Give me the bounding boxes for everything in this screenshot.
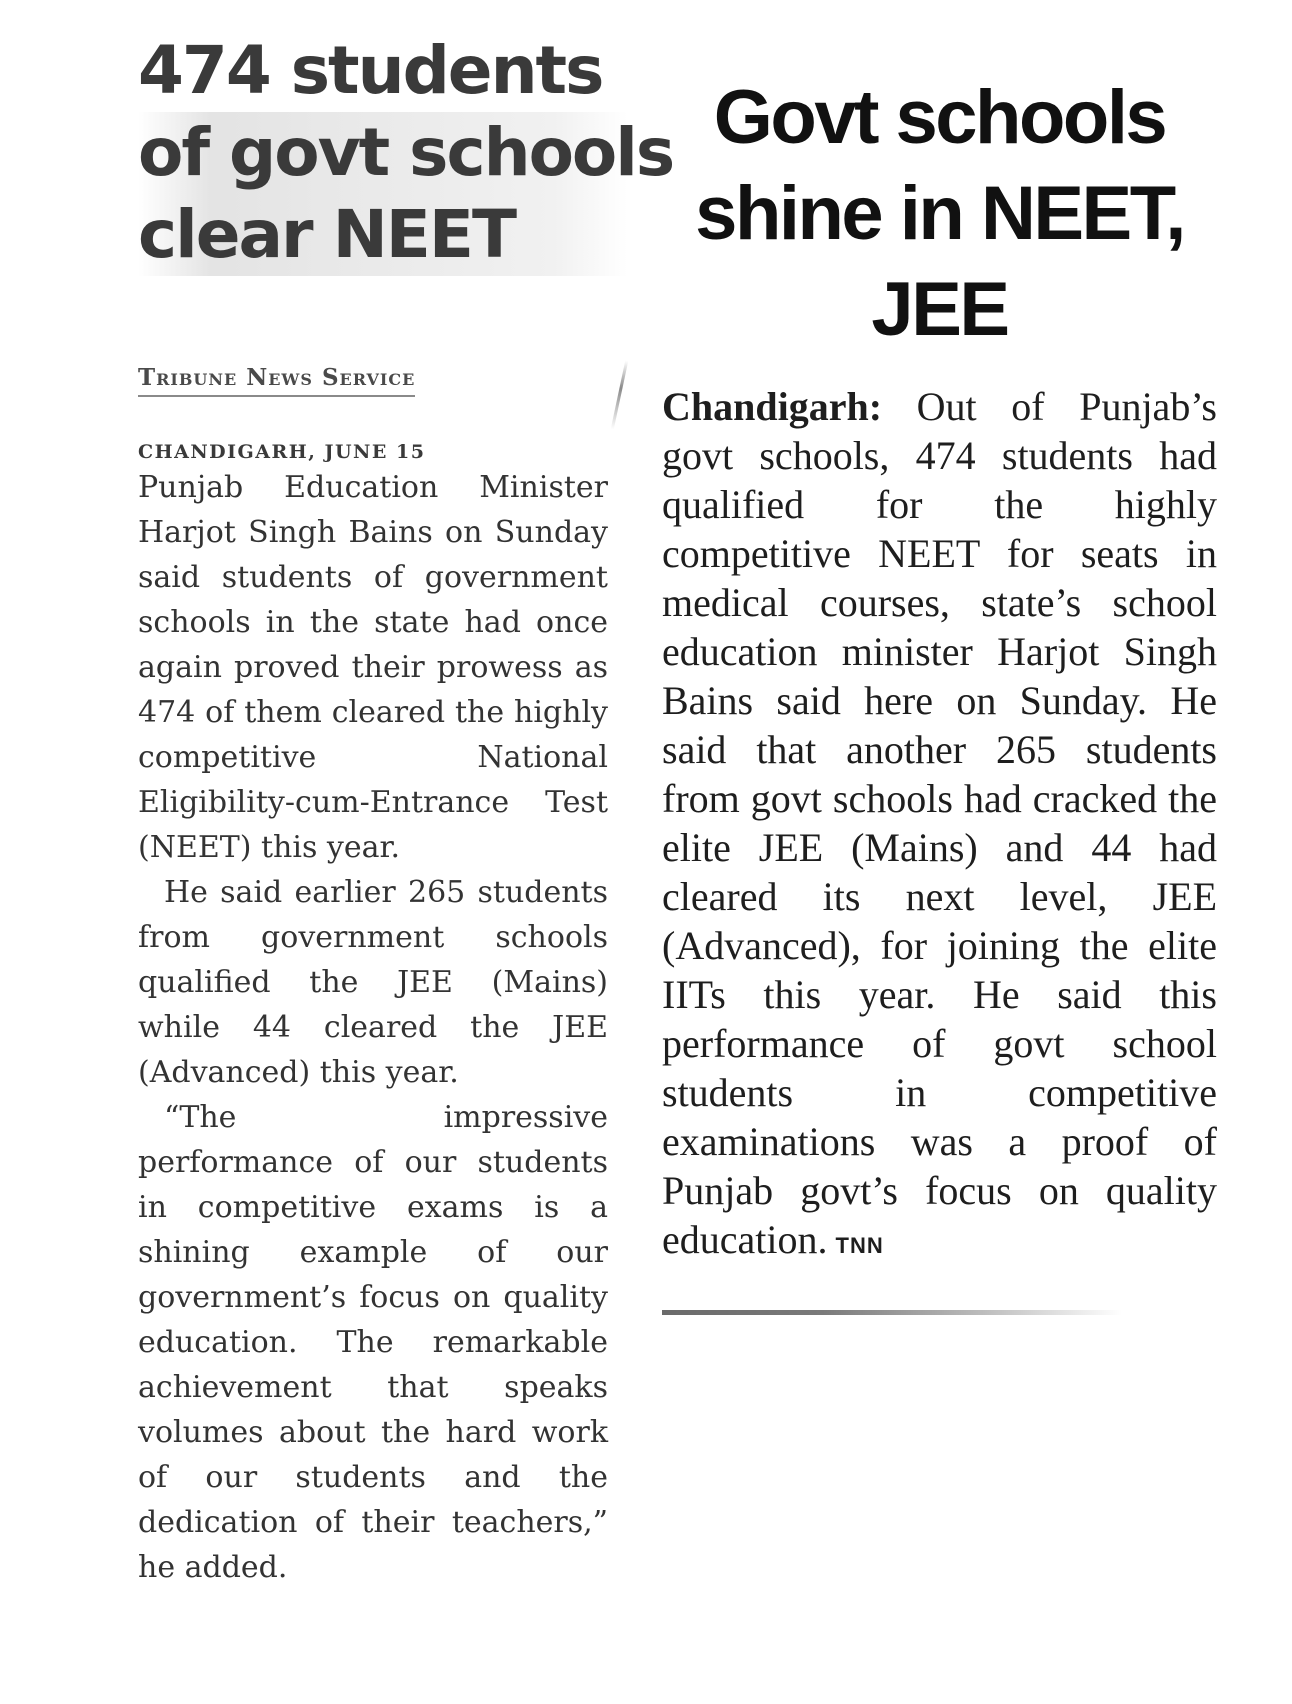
tnn-body xyxy=(662,382,1217,1270)
tnn-headline-line-1: Govt schools xyxy=(713,75,1166,160)
tnn-headline-line-2: shine in NEET, JEE xyxy=(695,171,1184,352)
tnn-clipping xyxy=(662,70,1217,1315)
tribune-headline xyxy=(138,30,674,276)
tribune-paragraph-1: Punjab Education Minister Harjot Singh Bains on Sunday said students of government schools in the state had once again proved their prowess as 474 of them cleared the highly competitive National Eligibility-cum-Entrance Test (NEET) this year. xyxy=(138,470,608,865)
tnn-dateline: Chandigarh: xyxy=(662,384,883,429)
tribune-dateline: CHANDIGARH, JUNE 15 xyxy=(138,441,426,463)
tribune-paragraph-2: He said earlier 265 students from government schools qualified the JEE (Mains) while 44 cleared the JEE (Advanced) this year. xyxy=(138,875,608,1090)
tribune-byline: Tribune News Service xyxy=(138,364,415,397)
tribune-paragraph-3: “The impressive performance of our students in competitive exams is a shining example of our government’s focus on quality education. The remarkable achievement that speaks volumes about the hard work of our students and the dedication of their teachers,” he added. xyxy=(138,1100,608,1585)
tnn-credit: TNN xyxy=(835,1233,884,1258)
tribune-headline-line-1: 474 students xyxy=(138,32,603,109)
tribune-headline-line-2: of govt schools xyxy=(138,112,628,194)
tnn-body-text: Out of Punjab’s govt schools, 474 students had qualified for the highly competitive NEET for seats in medical courses, state’s school education minister Harjot Singh Bains said here on Sunday. He said that another 265 students from govt schools had cracked the elite JEE (Mains) and 44 had cleared its next level, JEE (Advanced), for joining the elite IITs this year. He said this performance of govt school students in competitive examinations was a proof of Punjab govt’s focus on quality education. xyxy=(662,384,1217,1262)
tnn-end-rule xyxy=(662,1310,1122,1315)
tribune-clipping xyxy=(128,30,674,1590)
tribune-headline-line-3: clear NEET xyxy=(138,194,628,276)
tnn-headline xyxy=(662,70,1217,358)
